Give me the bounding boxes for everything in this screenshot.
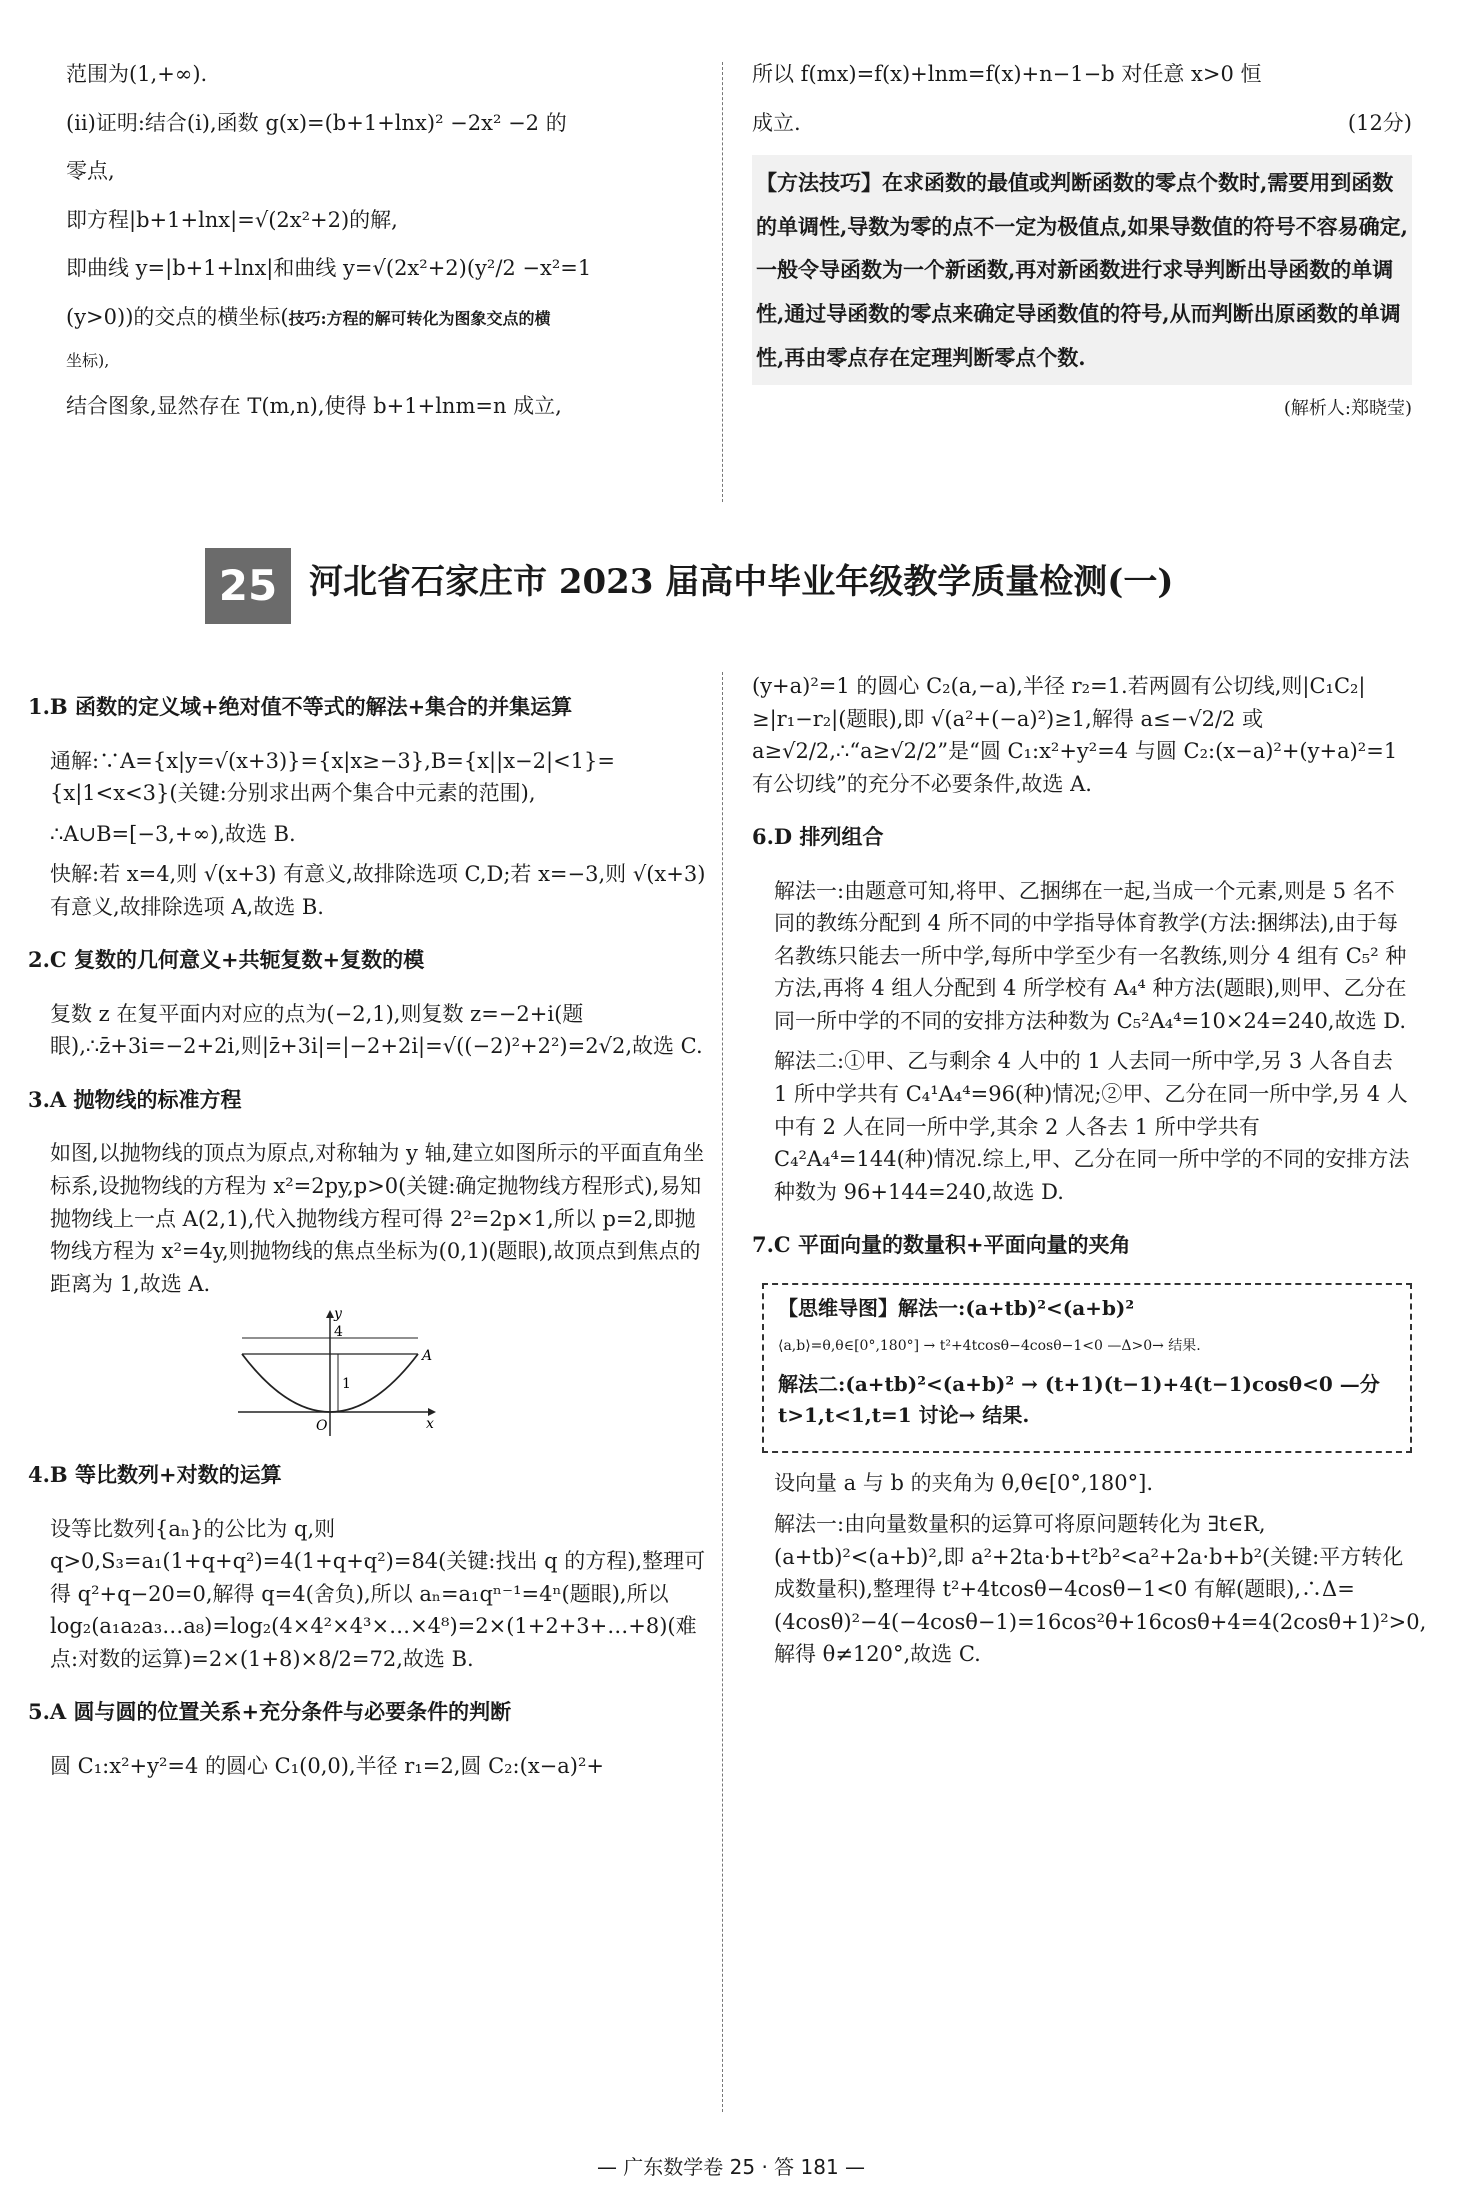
text-line: 坐标), [66,351,110,371]
paper-number: 25 [205,548,291,624]
solution-text: 复数 z 在复平面内对应的点为(−2,1),则复数 z=−2+i(题眼),∴z̄+3i=−2+2i,则|z̄+3i|=|−2+2i|=√((−2)²+2²)=2√2,故选 C. [50,1001,703,1059]
section-banner [205,548,1245,626]
top-right-column [752,58,1412,441]
mind-map-line: 解法二:(a+tb)²<(a+b)² → (t+1)(t−1)+4(t−1)cosθ<0 —分 t>1,t<1,t=1 讨论→ 结果. [778,1372,1380,1428]
y-axis-label: y [334,1308,342,1323]
text-line [66,301,706,334]
text-span: 成立. [752,110,801,135]
question-5-continued [752,670,1412,800]
text-line: 范围为(1,+∞). [66,62,208,86]
solution-text: 设等比数列{aₙ}的公比为 q,则 q>0,S₃=a₁(1+q+q²)=4(1+q+q²)=84(关键:找出 q 的方程),整理可得 q²+q−20=0,解得 q=4(舍负),所以 aₙ=a₁qⁿ⁻¹=4ⁿ(题眼),所以 log₂(a₁a₂a₃…a₈)=log₂(4×4²×4³×…×4⁸)=2×(1+2+3+…+8)(难点:对数的运算)=2×(1+8)×8/2=72,故选 B. [50,1516,706,1671]
question-heading: 3.A 抛物线的标准方程 [28,1086,242,1112]
question-7 [752,1229,1427,1671]
question-3 [28,1084,708,1438]
question-heading: 2.C 复数的几何意义+共轭复数+复数的模 [28,947,425,973]
mind-map-line: 【思维导图】解法一:(a+tb)²<(a+b)² [778,1295,1135,1320]
solution-text: 解法一:由向量数量积的运算可将原问题转化为 ∃t∈R,(a+tb)²<(a+b)²,即 a²+2ta·b+t²b²<a²+2a·b+b²(关键:平方转化成数量积),整理得 t²+4tcosθ−4cosθ−1<0 有解(题眼),∴Δ=(4cosθ)²−4(−4cosθ−1)=16cos²θ+16cosθ+4=4(2cosθ+1)²>0,解得 θ≠120°,故选 C. [774,1511,1427,1667]
solution-text: 如图,以抛物线的顶点为原点,对称轴为 y 轴,建立如图所示的平面直角坐标系,设抛物线的方程为 x²=2py,p>0(关键:确定抛物线方程形式),易知抛物线上一点 A(2,1),代入抛物线方程可得 2²=2p×1,所以 p=2,即抛物线方程为 x²=4y,则抛物线的焦点坐标为(0,1)(题眼),故顶点到焦点的距离为 1,故选 A. [50,1141,705,1296]
question-5 [28,1696,708,1782]
right-column [752,670,1427,1681]
solution-text: 通解:∵A={x|y=√(x+3)}={x|x≥−3},B={x||x−2|<1}={x|1<x<3}(关键:分别求出两个集合中元素的范围), [50,748,615,806]
question-heading: 4.B 等比数列+对数的运算 [28,1462,282,1488]
analyst-credit: (解析人:郑晓莹) [1283,398,1412,420]
mind-map-line: ⟨a,b⟩=θ,θ∈[0°,180°] → t²+4tcosθ−4cosθ−1<0 —Δ>0→ 结果. [778,1337,1201,1354]
solution-text: 圆 C₁:x²+y²=4 的圆心 C₁(0,0),半径 r₁=2,圆 C₂:(x−a)²+ [50,1754,604,1779]
text-span: (y>0))的交点的横坐标( [66,304,289,329]
column-divider [722,672,724,2112]
method-tip-box [752,155,1412,385]
solution-text: 设向量 a 与 b 的夹角为 θ,θ∈[0°,180°]. [774,1471,1154,1496]
text-line: 零点, [66,159,115,184]
text-line: (ⅱ)证明:结合(ⅰ),函数 g(x)=(b+1+lnx)² −2x² −2 的 [66,110,567,135]
width-label: 4 [334,1324,343,1341]
question-heading: 1.B 函数的定义域+绝对值不等式的解法+集合的并集运算 [28,694,573,719]
text-line [752,107,1412,140]
question-heading: 6.D 排列组合 [752,824,884,850]
mind-map-box [762,1283,1412,1454]
question-heading: 7.C 平面向量的数量积+平面向量的夹角 [752,1232,1131,1258]
question-4 [28,1459,708,1675]
score-label: (12分) [1347,110,1412,135]
paper-title: 河北省石家庄市 2023 届高中毕业年级教学质量检测(一) [309,562,1174,602]
x-axis-arrow [428,1408,436,1416]
height-label: 1 [342,1376,351,1393]
solution-text: 快解:若 x=4,则 √(x+3) 有意义,故排除选项 C,D;若 x=−3,则 √(x+3) 有意义,故排除选项 A,故选 B. [50,862,706,919]
solution-text: (y+a)²=1 的圆心 C₂(a,−a),半径 r₂=1.若两圆有公切线,则|C₁C₂|≥|r₁−r₂|(题眼),即 √(a²+(−a)²)≥1,解得 a≤−√2/2 或 a≥√2/2,∴“a≥√2/2”是“圆 C₁:x²+y²=4 与圆 C₂:(x−a)²+(y+a)²=1 有公切线”的充分不必要条件,故选 A. [752,674,1398,796]
page-footer: — 广东数学卷 25 · 答 181 — [596,2155,866,2179]
text-line: 所以 f(mx)=f(x)+lnm=f(x)+n−1−b 对任意 x>0 恒 [752,62,1262,86]
parabola-figure [238,1308,438,1438]
text-line: 结合图象,显然存在 T(m,n),使得 b+1+lnm=n 成立, [66,394,562,419]
y-axis-arrow [326,1310,334,1318]
text-line: 即曲线 y=|b+1+lnx|和曲线 y=√(2x²+2)(y²/2 −x²=1 [66,256,592,281]
point-a-label: A [422,1348,433,1365]
solution-text: 解法二:①甲、乙与剩余 4 人中的 1 人去同一所中学,另 3 人各自去 1 所中学共有 C₄¹A₄⁴=96(种)情况;②甲、乙分在同一所中学,另 4 人中有 2 人在同一所中学,其余 2 人各去 1 所中学共有 C₄²A₄⁴=144(种)情况.综上,甲、乙分在同一所中学的不同的安排方法种数为 96+144=240,故选 D. [774,1049,1410,1204]
tip-body: 在求函数的最值或判断函数的零点个数时,需要用到函数的单调性,导数为零的点不一定为极值点,如果导数值的符号不容易确定,一般令导函数为一个新函数,再对新函数进行求导判断出导函数的单调性,通过导函数的零点来确定导函数值的符号,从而判断出原函数的单调性,再由零点存在定理判断零点个数. [756,170,1408,370]
question-6 [752,821,1412,1208]
solution-text: ∴A∪B=[−3,+∞),故选 B. [50,821,296,846]
top-left-column [66,58,706,439]
question-heading: 5.A 圆与圆的位置关系+充分条件与必要条件的判断 [28,1699,512,1725]
left-column [28,670,708,1793]
solution-text: 解法一:由题意可知,将甲、乙捆绑在一起,当成一个元素,则是 5 名不同的教练分配到 4 所不同的中学指导体育教学(方法:捆绑法),由于每名教练只能去一所中学,每所中学至少有一名教练,则分 4 组有 C₅² 种方法,再将 4 组人分配到 4 所学校有 A₄⁴ 种方法(题眼),则甲、乙分在同一所中学的不同的安排方法种数为 C₅²A₄⁴=10×24=240,故选 D. [774,878,1407,1033]
question-2 [28,944,708,1063]
origin-label: O [316,1418,328,1435]
question-1 [28,691,708,923]
key-note: 技巧:方程的解可转化为图象交点的横 [288,308,551,328]
tip-heading: 【方法技巧】 [756,170,882,196]
x-axis-label: x [426,1416,434,1433]
column-divider [722,62,724,502]
text-line: 即方程|b+1+lnx|=√(2x²+2)的解, [66,207,398,232]
